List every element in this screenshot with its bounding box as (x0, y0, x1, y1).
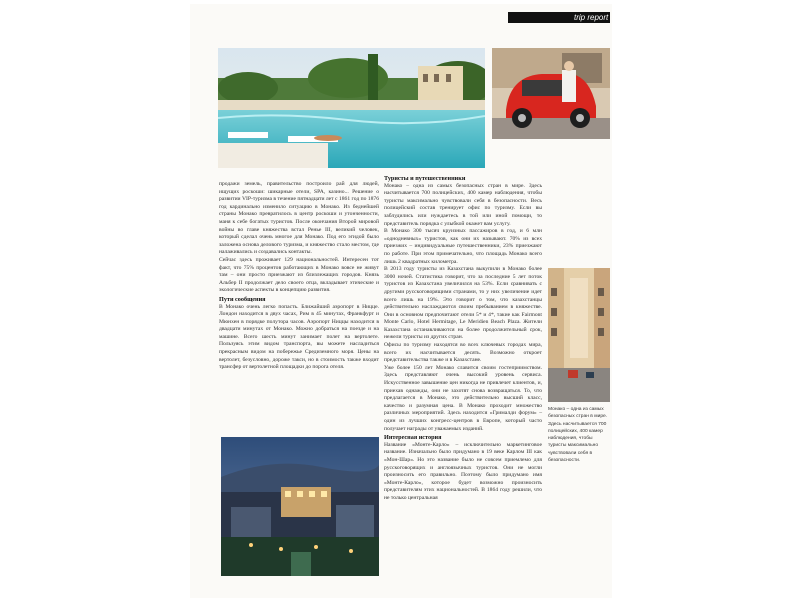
article-column-1 (219, 181, 379, 372)
photo-caption: Монако – одна из самых безопасных стран в мире. Здесь насчитывается 700 полицейских, 400 камер наблюдения, чтобы туристы максимально чувствовали себя в безопасности. (548, 407, 608, 464)
street-photo (548, 268, 610, 402)
paragraph: Уже более 150 лет Монако славится своим гостеприимством. Здесь представляют очень высокий уровень сервиса. Искусственное завышение цен никогда не привлечет клиентов, и, приехав однажды, они не захотят снова возвращаться. То, что предлагается в Монако, это действительно высший класс, качество и разумная цена. В Монако проходит множество различных мероприятий. Здесь находится «Грималди форум» – один из лучших конгресс-центров в Европе, который часто получает награды от уважаемых изданий. (384, 364, 542, 432)
paragraph: Офисы по туризму находятся во всех ключевых городах мира, всего их насчитывается десять. Возможно откроет представительства также и в Казахстане. (384, 342, 542, 364)
section-label: trip report (574, 13, 609, 22)
paragraph: В Монако 300 тысяч круизных пассажиров в год, и 6 млн «однодневных» туристов, как они их называют. 70% из всех приезжих – индивидуальные путешественники, 23% приезжают по работе. При этом примечательно, что площадь Монако всего лишь 2 квадратных километра. (384, 228, 542, 265)
pool-photo (218, 48, 485, 168)
paragraph: Монако – одна из самых безопасных стран в мире. Здесь насчитывается 700 полицейских, 400 камер наблюдения, чтобы туристы максимально чувствовали себя в безопасности. Весь полицейский состав тренирует офис по туризму. Если вы заблудились или нуждаетесь в той или иной помощи, то представитель порядка с улыбкой окажет вам услугу. (384, 182, 542, 227)
section-heading: Пути сообщения (219, 295, 266, 303)
paragraph: Название «Монте-Карло» – исключительно маркетинговое название. Изначально было придумано в 19 веке Карлом III как «Мон-Шар». Но это название было не совсем приемлемо для русскоговорящих и англоязычных туристов. Они не могли произносить его правильно. Поэтому было придумано имя «Монте-Карло», которое будет возможно произносить представителям этих национальностей. В 1864 году решили, что не только центральная (384, 441, 542, 501)
paragraph: Сейчас здесь проживает 129 национальностей. Интересен тот факт, что 75% процентов работающих в Монако вовсе не живут там – они просто приезжают из близлежащих городов. Князь Альбер II продолжает дело своего отца, вкладывает этические и экологические аспекты в концепцию развития. (219, 256, 379, 294)
section-heading: Интересная история (384, 434, 442, 442)
paragraph: продажи земель, правительство построило рай для людей, ищущих роскоши: шикарные отели, SPA, казино... Решение о развитии VIP-туризма в течение пятнадцати лет с 1861 год по 1876 год кардинально изменило ситуацию в Монако. Из беднейшей страны Монако превратилось в центр роскоши и утонченности, маня к себе богатых туристов. После окончания Второй мировой войны во главе княжества встал Ренье III, великий человек, который сделал очень многое для Монако. Под его эгидой было заложена основа делового туризма, и княжество стало местом, где налаживались и создавались контакты. (219, 181, 379, 256)
red-car-photo (492, 48, 610, 139)
section-heading: Туристы и путешественники (384, 175, 466, 182)
night-city-photo (221, 437, 379, 576)
paragraph: В Монако очень легко попасть. Ближайший аэропорт в Ницце. Лондон находится в двух часах, Рим в 45 минутах, Франкфурт и Мюнхен в порядке полутора часов. Аэропорт Ниццы находится в двадцати минутах от Монако. Можно добраться на поезде и на машине. Всего шесть минут занимает полет на вертолете. Пользуясь этим видом транспорта, вы можете насладиться прекрасным видом на побережье Средиземного моря. Цены на вертолет, безусловно, дороже такси, но в стоимость также входит трансфер от вертолетной площадки до порога отеля. (219, 303, 379, 371)
paragraph: В 2013 году туристы из Казахстана выкупили в Монако более 3000 ночей. Статистика говорит, что за последние 5 лет поток туристов из Казахстана увеличился на 53%. Если сравнивать с другими русскоговорящими странами, то у них увеличение идет всего лишь на 19%. Это говорит о том, что казахстанцы действительно наслаждаются своим пребыванием в княжестве. Они в основном предпочитают отели 5* и 4*, такие как Fairmont Monte Carlo, Hotel Hermitage, Le Meridien Beach Plaza. Жители Казахстана останавливаются на более продолжительный срок, нежели туристы из других стран. (384, 266, 542, 341)
article-column-2 (384, 174, 542, 503)
